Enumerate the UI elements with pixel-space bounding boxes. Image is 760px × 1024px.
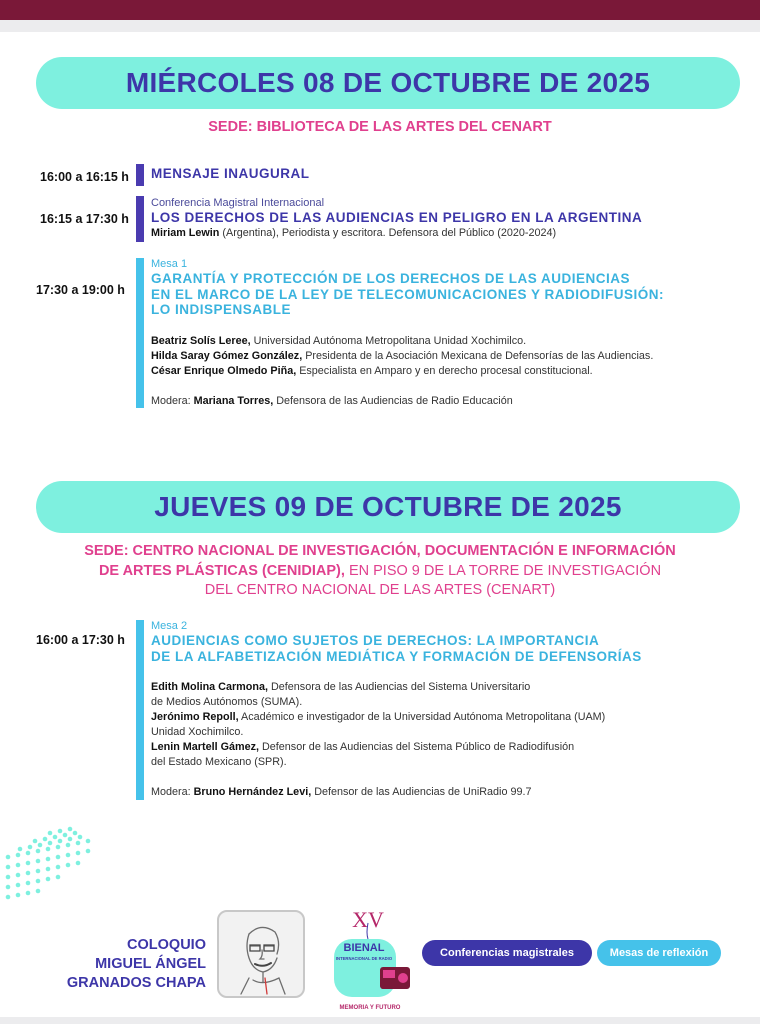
speaker-line [151, 226, 751, 241]
panelist-line [151, 680, 751, 695]
session-title-line: LO INDISPENSABLE [151, 302, 292, 317]
moderator-label: Modera: [151, 394, 194, 407]
mesas-de-reflexion-badge: Mesas de reflexión [597, 940, 721, 966]
panelist-name: Jerónimo Repoll, [151, 711, 239, 723]
panelist-line [151, 349, 751, 364]
panelist-desc: Defensor de las Audiencias del Sistema Público de Radiodifusión [259, 741, 575, 753]
session-mesa-2 [151, 620, 751, 800]
session-mesa-1 [151, 258, 751, 409]
speaker-desc: (Argentina), Periodista y escritora. Defensora del Público (2020-2024) [219, 226, 557, 239]
day2-sede-line [0, 562, 760, 582]
coloquio-line: COLOQUIO [127, 937, 206, 953]
coloquio-line: MIGUEL ÁNGEL [95, 956, 206, 972]
moderator-line [151, 785, 751, 800]
day2-sede [0, 542, 760, 601]
panelist-line-cont: del Estado Mexicano (SPR). [151, 756, 287, 768]
panelist-name: Beatriz Solís Leree, [151, 334, 251, 347]
panelist-desc: Defensora de las Audiencias del Sistema Universitario [267, 681, 531, 693]
panelist-line [151, 364, 751, 379]
speaker-name: Miriam Lewin [151, 226, 220, 239]
session-time: 16:15 a 17:30 h [40, 212, 129, 226]
session-kicker: Mesa 1 [151, 258, 188, 270]
day1-sede: SEDE: BIBLIOTECA DE LAS ARTES DEL CENART [208, 119, 552, 135]
session-conferencia-magistral [151, 197, 751, 241]
portrait-illustration-icon [217, 910, 305, 998]
day2-sede-line: SEDE: CENTRO NACIONAL DE INVESTIGACIÓN, DOCUMENTACIÓN E INFORMACIÓN [84, 543, 676, 559]
coloquio-line: GRANADOS CHAPA [66, 975, 206, 991]
panelist-line [151, 740, 751, 755]
panelist-name: César Enrique Olmedo Piña, [151, 364, 297, 377]
panelist-line-cont: Unidad Xochimilco. [151, 726, 244, 738]
session-title: LOS DERECHOS DE LAS AUDIENCIAS EN PELIGRO EN LA ARGENTINA [151, 210, 643, 225]
session-time: 16:00 a 16:15 h [40, 170, 129, 184]
panelist-desc: Universidad Autónoma Metropolitana Unidad Xochimilco. [250, 334, 527, 347]
session-title-line: AUDIENCIAS COMO SUJETOS DE DERECHOS: LA IMPORTANCIA [151, 633, 600, 648]
session-bar [136, 164, 144, 186]
panelist-desc: Especialista en Amparo y en derecho procesal constitucional. [296, 364, 593, 377]
panelist-line [151, 334, 751, 349]
day2-sede-bold: DE ARTES PLÁSTICAS (CENIDIAP), [98, 562, 345, 579]
top-bar [0, 0, 760, 20]
panelist-line-cont: de Medios Autónomos (SUMA). [151, 696, 303, 708]
session-bar [136, 258, 144, 408]
moderator-name: Mariana Torres, [193, 394, 274, 407]
bienal-numeral: XV [352, 907, 384, 932]
session-title-line: EN EL MARCO DE LA LEY DE TELECOMUNICACIONES Y RADIODIFUSIÓN: [151, 286, 665, 302]
session-title-line: GARANTÍA Y PROTECCIÓN DE LOS DERECHOS DE LAS AUDIENCIAS [151, 271, 631, 286]
session-bar [136, 620, 144, 800]
decorative-dots-icon [0, 825, 95, 905]
panelist-desc: Presidenta de la Asociación Mexicana de Defensorías de las Audiencias. [302, 349, 654, 362]
panelist-name: Hilda Saray Gómez González, [151, 349, 303, 362]
bienal-word: BIENAL [343, 942, 385, 954]
session-title: MENSAJE INAUGURAL [151, 166, 310, 181]
panelist-name: Edith Molina Carmona, [151, 681, 268, 693]
day2-sede-line: DEL CENTRO NACIONAL DE LAS ARTES (CENART) [204, 582, 556, 598]
bienal-logo [328, 903, 424, 1013]
panelist-desc: Académico e investigador de la Universidad Autónoma Metropolitana (UAM) [238, 711, 606, 723]
day1-banner: MIÉRCOLES 08 DE OCTUBRE DE 2025 [36, 57, 740, 109]
moderator-line [151, 394, 751, 409]
moderator-desc: Defensora de las Audiencias de Radio Educación [273, 394, 513, 407]
coloquio-logo-text [30, 936, 206, 993]
moderator-desc: Defensor de las Audiencias de UniRadio 99.7 [311, 786, 532, 798]
session-title-line: DE LA ALFABETIZACIÓN MEDIÁTICA Y FORMACIÓN DE DEFENSORÍAS [151, 648, 642, 664]
moderator-label: Modera: [151, 786, 194, 798]
bienal-motto: MEMORIA Y FUTURO [339, 1005, 401, 1011]
panelist-name: Lenin Martell Gámez, [151, 741, 259, 753]
session-mensaje-inaugural [151, 166, 751, 182]
session-bar [136, 196, 144, 242]
conferencias-magistrales-badge: Conferencias magistrales [422, 940, 592, 966]
bienal-subtitle: INTERNACIONAL DE RADIO [335, 956, 393, 961]
session-time: 17:30 a 19:00 h [36, 283, 125, 297]
session-kicker: Conferencia Magistral Internacional [151, 197, 325, 209]
panelist-line [151, 710, 751, 725]
moderator-name: Bruno Hernández Levi, [193, 786, 312, 798]
day2-sede-light: EN PISO 9 DE LA TORRE DE INVESTIGACIÓN [344, 562, 662, 579]
day2-banner: JUEVES 09 DE OCTUBRE DE 2025 [36, 481, 740, 533]
session-kicker: Mesa 2 [151, 620, 188, 632]
session-time: 16:00 a 17:30 h [36, 633, 125, 647]
